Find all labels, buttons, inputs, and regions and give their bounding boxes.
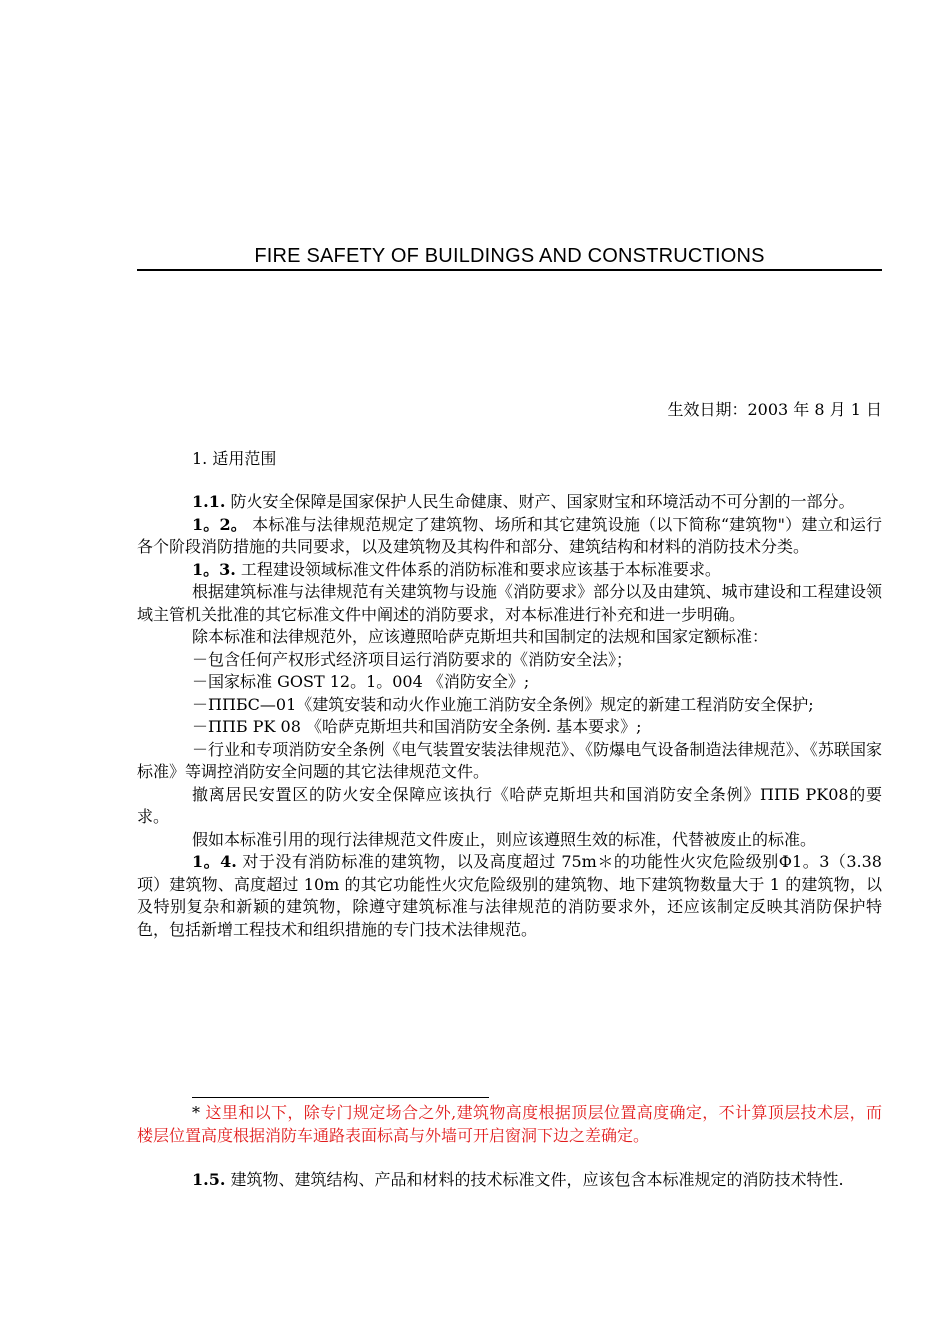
paragraph [137, 716, 882, 739]
paragraph [137, 829, 882, 852]
paragraph [137, 491, 882, 514]
paragraph [137, 559, 882, 582]
paragraph-number: 1。4. [192, 852, 237, 871]
body-paragraphs [137, 491, 882, 941]
paragraph [137, 739, 882, 784]
paragraph [137, 626, 882, 649]
paragraph [137, 671, 882, 694]
paragraph [137, 694, 882, 717]
paragraph-number: 1.1. [192, 492, 226, 511]
paragraph-text: 建筑物、建筑结构、产品和材料的技术标准文件，应该包含本标准规定的消防技术特性. [225, 1170, 844, 1189]
paragraph [137, 514, 882, 559]
title-underline [137, 269, 882, 271]
paragraph-text: 本标准与法律规范规定了建筑物、场所和其它建筑设施（以下简称“建筑物"）建立和运行各个阶段消防措施的共同要求，以及建筑物及其构件和部分、建筑结构和材料的消防技术分类。 [137, 514, 882, 556]
document-title: FIRE SAFETY OF BUILDINGS AND CONSTRUCTIONS [254, 245, 765, 267]
footnote-separator [192, 1097, 489, 1098]
footnote-mark: * [192, 1103, 206, 1122]
paragraph-text: 假如本标准引用的现行法律规范文件废止，则应该遵照生效的标准，代替被废止的标准。 [192, 829, 817, 849]
effective-date: 生效日期：2003 年 8 月 1 日 [667, 400, 882, 419]
paragraph [137, 1169, 882, 1192]
paragraph-text: 撤离居民安置区的防火安全保障应该执行《哈萨克斯坦共和国消防安全条例》ППБ PK08的要求。 [137, 784, 882, 826]
paragraph-number: 1。2。 [192, 514, 247, 534]
paragraph-text: －ППБС—01《建筑安装和动火作业施工消防安全条例》规定的新建工程消防安全保护; [192, 694, 814, 714]
paragraph-number: 1.5. [192, 1170, 226, 1189]
paragraph [137, 784, 882, 829]
paragraph-text: 根据建筑标准与法律规范有关建筑物与设施《消防要求》部分以及由建筑、城市建设和工程建设领域主管机关批准的其它标准文件中阐述的消防要求，对本标准进行补充和进一步明确。 [137, 582, 882, 624]
paragraph-text: －包含任何产权形式经济项目运行消防要求的《消防安全法》； [192, 649, 633, 669]
paragraph-text: －ППБ PK 08 《哈萨克斯坦共和国消防安全条例. 基本要求》; [192, 717, 642, 736]
paragraph-text: －国家标准 GOST 12。1。004 《消防安全》; [192, 672, 530, 691]
footnote-text: 这里和以下，除专门规定场合之外,建筑物高度根据顶层位置高度确定，不计算顶层技术层，而楼层位置高度根据消防车通路表面标高与外墙可开启窗洞下边之差确定。 [137, 1103, 882, 1145]
paragraph [137, 649, 882, 672]
paragraph-text: 对于没有消防标准的建筑物，以及高度超过 75m＊的功能性火灾危险级别Ф1。3（3.38 项）建筑物、高度超过 10m 的其它功能性火灾危险级别的建筑物、地下建筑物数量大于 1 的建筑物，以及特别复杂和新颖的建筑物，除遵守建筑标准与法律规范的消防要求外，还应该制定反映其消防保护特色，包括新增工程技术和组织措施的专门技术法律规范。 [137, 852, 882, 939]
body-paragraph-after-footnote [137, 1169, 882, 1192]
paragraph-text: 工程建设领域标准文件体系的消防标准和要求应该基于本标准要求。 [235, 559, 721, 579]
paragraph-text: －行业和专项消防安全条例《电气装置安装法律规范》、《防爆电气设备制造法律规范》、《苏联国家标准》等调控消防安全问题的其它法律规范文件。 [137, 739, 882, 781]
paragraph [137, 581, 882, 626]
paragraph-number: 1。3. [192, 559, 236, 579]
paragraph [137, 851, 882, 941]
paragraph-text: 防火安全保障是国家保护人民生命健康、财产、国家财宝和环境活动不可分割的一部分。 [225, 492, 855, 511]
paragraph-text: 除本标准和法律规范外，应该遵照哈萨克斯坦共和国制定的法规和国家定额标准： [192, 627, 769, 646]
footnote [137, 1102, 882, 1147]
section-heading: 1. 适用范围 [192, 449, 277, 468]
